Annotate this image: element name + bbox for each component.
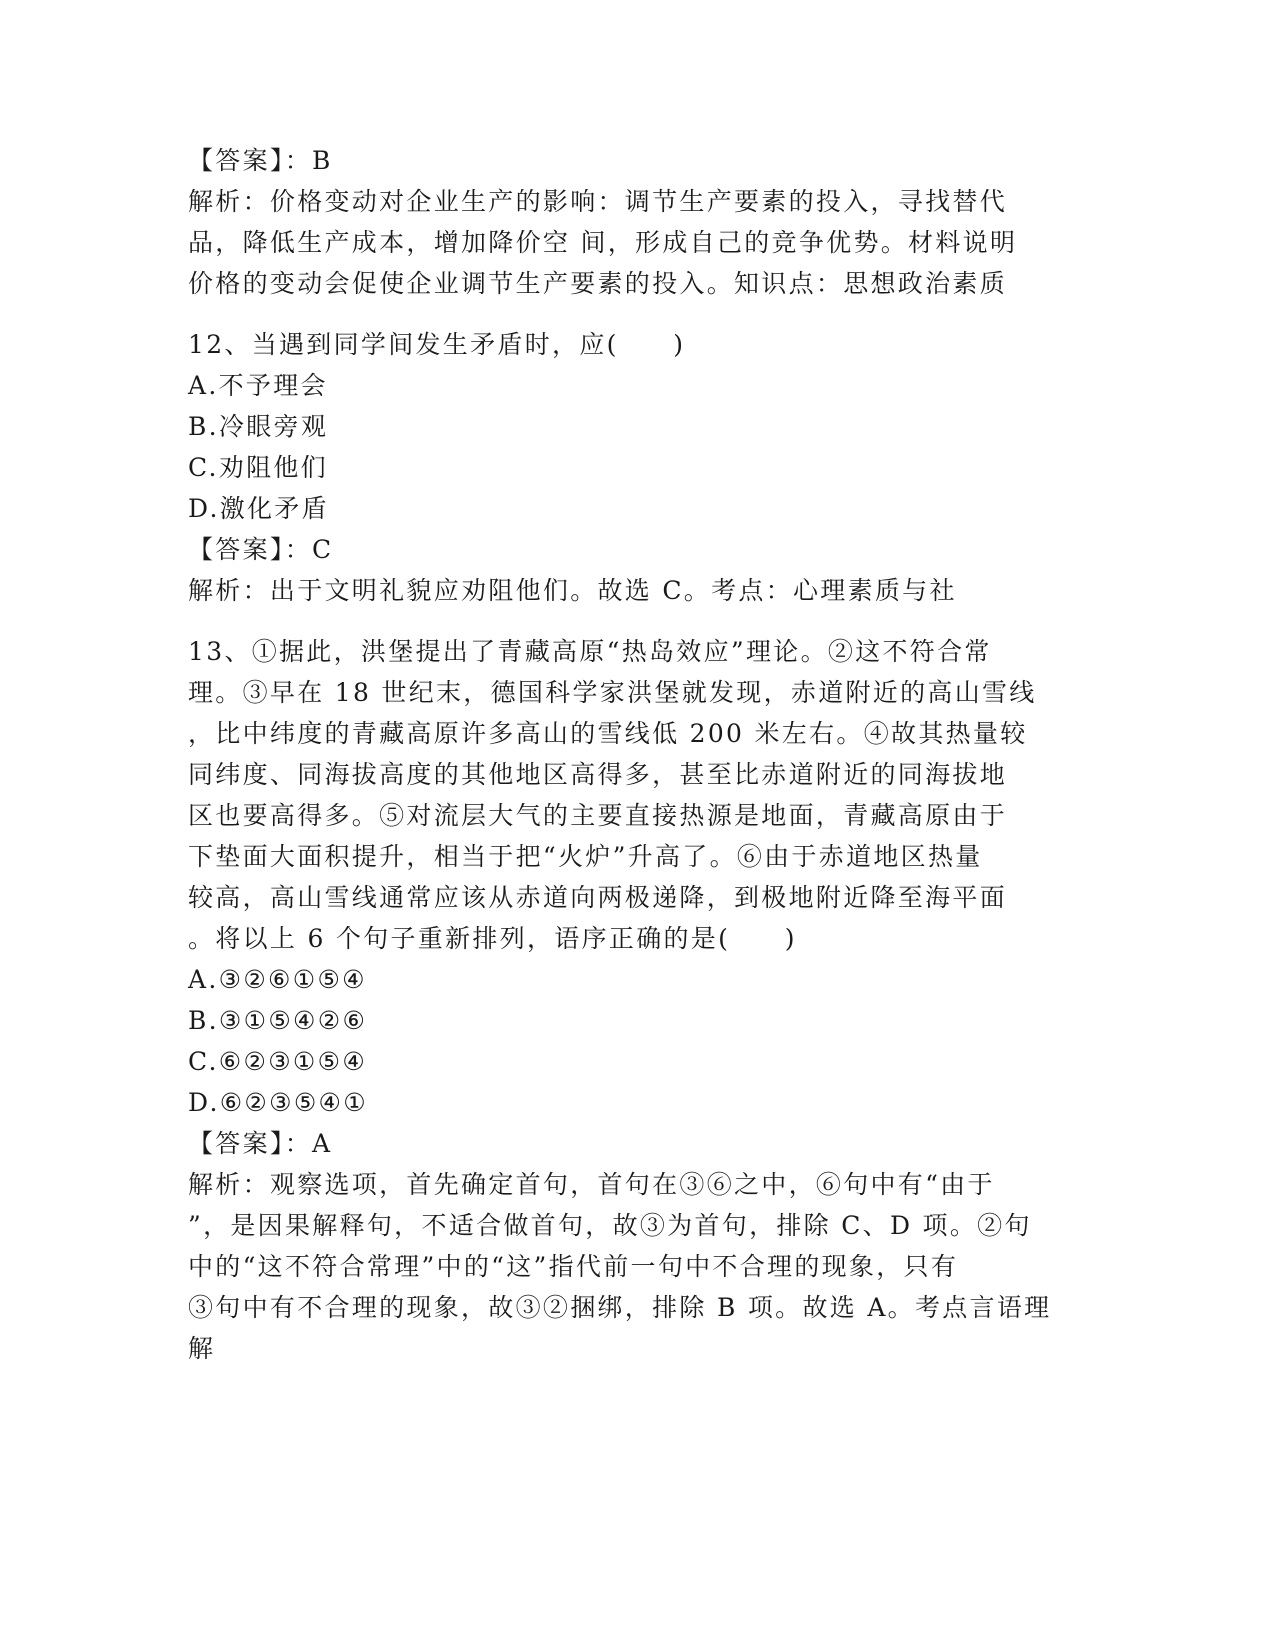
answer-label: 【答案】：B (188, 146, 333, 175)
question-text: 12、当遇到同学间发生矛盾时，应( ) (188, 330, 686, 359)
analysis-line: 中的“这不符合常理”中的“这”指代前一句中不合理的现象，只有 (188, 1252, 959, 1281)
question-text: 13、①据此，洪堡提出了青藏高原“热岛效应”理论。②这不符合常 (188, 637, 992, 666)
analysis-line: ③句中有不合理的现象，故③②捆绑，排除 B 项。故选 A。考点言语理 (188, 1293, 1052, 1322)
option-b: B.冷眼旁观 (188, 412, 329, 441)
option-b: B.③①⑤④②⑥ (188, 1006, 368, 1035)
analysis-line: 价格的变动会促使企业调节生产要素的投入。知识点：思想政治素质 (188, 269, 1008, 298)
analysis-line: 解析：价格变动对企业生产的影响：调节生产要素的投入，寻找替代 (188, 187, 1008, 216)
question-text: 理。③早在 18 世纪末，德国科学家洪堡就发现，赤道附近的高山雪线 (188, 678, 1037, 707)
question-text: 较高，高山雪线通常应该从赤道向两极递降，到极地附近降至海平面 (188, 883, 1008, 912)
question-text: 区也要高得多。⑤对流层大气的主要直接热源是地面，青藏高原由于 (188, 801, 1008, 830)
analysis-line: ”，是因果解释句，不适合做首句，故③为首句，排除 C、D 项。②句 (188, 1211, 1032, 1240)
option-d: D.激化矛盾 (188, 494, 329, 523)
option-c: C.劝阻他们 (188, 453, 328, 482)
question-text: 下垫面大面积提升，相当于把“火炉”升高了。⑥由于赤道地区热量 (188, 842, 983, 871)
question-text: 。将以上 6 个句子重新排列，语序正确的是( ) (188, 924, 797, 953)
question-text: 同纬度、同海拔高度的其他地区高得多，甚至比赤道附近的同海拔地 (188, 760, 1008, 789)
analysis-line: 解 (188, 1334, 216, 1363)
analysis-line: 品，降低生产成本，增加降价空 间，形成自己的竞争优势。材料说明 (188, 228, 1018, 257)
answer-label: 【答案】：C (188, 535, 334, 564)
option-a: A.不予理会 (188, 371, 328, 400)
question-text: ，比中纬度的青藏高原许多高山的雪线低 200 米左右。④故其热量较 (188, 719, 1028, 748)
analysis-line: 解析：出于文明礼貌应劝阻他们。故选 C。考点：心理素质与社 (188, 576, 957, 605)
analysis-line: 解析：观察选项，首先确定首句，首句在③⑥之中，⑥句中有“由于 (188, 1170, 995, 1199)
option-a: A.③②⑥①⑤④ (188, 965, 367, 994)
option-c: C.⑥②③①⑤④ (188, 1047, 368, 1076)
option-d: D.⑥②③⑤④① (188, 1088, 368, 1117)
answer-label: 【答案】：A (188, 1129, 333, 1158)
